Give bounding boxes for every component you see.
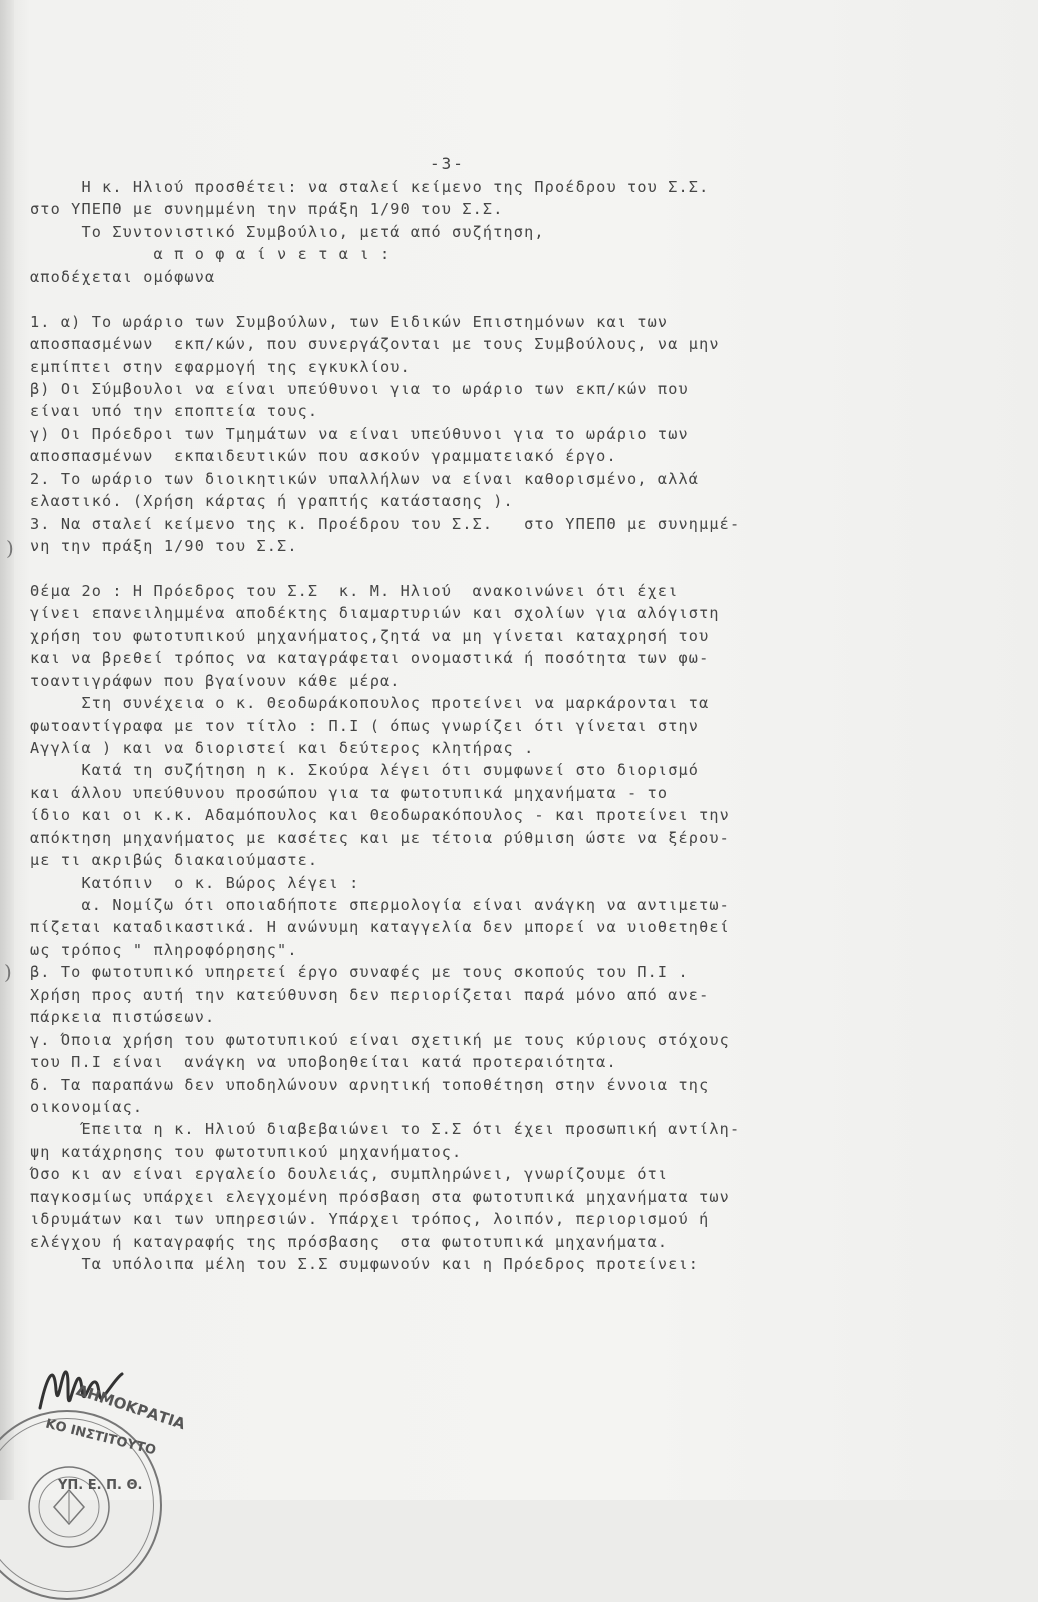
text-line: Κατόπιν ο κ. Βώρος λέγει : [30, 873, 360, 892]
text-line: χρήση του φωτοτυπικού μηχανήματος,ζητά να μη γίνεται καταχρησή του [30, 626, 710, 645]
text-line: 1. α) Το ωράριο των Συμβούλων, των Ειδικών Επιστημόνων και των [30, 312, 669, 331]
text-line: ψη κατάχρησης του φωτοτυπικού μηχανήματος. [30, 1142, 463, 1161]
text-line: Έπειτα η κ. Ηλιού διαβεβαιώνει το Σ.Σ ότι έχει προσωπική αντίλη- [30, 1120, 741, 1139]
text-line: γ) Οι Πρόεδροι των Τμημάτων να είναι υπεύθυνοι για το ωράριο των [30, 424, 689, 443]
text-line: Τα υπόλοιπα μέλη του Σ.Σ συμφωνούν και η Πρόεδρος προτείνει: [30, 1255, 700, 1273]
text-line: απόκτηση μηχανήματος με κασέτες και με τέτοια ρύθμιση ώστε να ξέρου- [30, 828, 730, 847]
text-line: δ. Τα παραπάνω δεν υποδηλώνουν αρνητική τοποθέτηση στην έννοια της [30, 1075, 710, 1094]
text-line: α π ο φ α ί ν ε τ α ι : [30, 245, 391, 264]
text-line: ελαστικό. (Χρήση κάρτας ή γραπτής κατάστασης ). [30, 492, 514, 511]
text-line: ως τρόπος " πληροφόρησης". [30, 940, 298, 959]
text-line: αποσπασμένων εκπαιδευτικών που ασκούν γραμματειακό έργο. [30, 447, 617, 466]
text-line: αποδέχεται ομόφωνα [30, 267, 216, 286]
text-line: Θέμα 2ο : Η Πρόεδρος του Σ.Σ κ. Μ. Ηλιού ανακοινώνει ότι έχει [30, 581, 679, 600]
text-line: γίνει επανειλημμένα αποδέκτης διαμαρτυριών και σχολίων για αλόγιστη [30, 604, 720, 623]
text-line: β) Οι Σύμβουλοι να είναι υπεύθυνοι για το ωράριο των εκπ/κών που [30, 379, 689, 398]
text-line: β. Το φωτοτυπικό υπηρετεί έργο συναφές με τους σκοπούς του Π.Ι . [30, 963, 689, 982]
text-line: ίδιο και οι κ.κ. Αδαμόπουλος και Θεοδωρακόπουλος - και προτείνει την [30, 806, 730, 825]
text-line: του Π.Ι είναι ανάγκη να υποβοηθείται κατά προτεραιότητα. [30, 1053, 617, 1072]
text-line: πίζεται καταδικαστικά. Η ανώνυμη καταγγελία δεν μπορεί να υιοθετηθεί [30, 918, 730, 937]
text-line: α. Νομίζω ότι οποιαδήποτε σπερμολογία είναι ανάγκη να αντιμετω- [30, 896, 730, 914]
text-line: είναι υπό την εποπτεία τους. [30, 402, 319, 421]
text-line: παγκοσμίως υπάρχει ελεγχομένη πρόσβαση στα φωτοτυπικά μηχανήματα των [30, 1187, 730, 1206]
page-edge-shadow [0, 0, 14, 1500]
text-line: 3. Να σταλεί κείμενο της κ. Προέδρου του Σ.Σ. στο ΥΠΕΠΘ με συνημμέ- [30, 514, 741, 533]
text-line: στο ΥΠΕΠΘ με συνημμένη την πράξη 1/90 του Σ.Σ. [30, 200, 504, 219]
text-line: Όσο κι αν είναι εργαλείο δουλειάς, συμπληρώνει, γνωρίζουμε ότι [30, 1165, 669, 1184]
text-line: Χρήση προς αυτή την κατεύθυνση δεν περιορίζεται παρά μόνο από ανε- [30, 985, 710, 1004]
text-line: εμπίπτει στην εφαρμογή της εγκυκλίου. [30, 357, 411, 376]
page-number: -3- [430, 154, 465, 173]
binding-hole-mark-2: ) [4, 960, 12, 984]
text-line: οικονομίας. [30, 1097, 144, 1116]
text-line: αποσπασμένων εκπ/κών, που συνεργάζονται με τους Συμβούλους, να μην [30, 335, 720, 354]
document-body [30, 176, 1020, 1275]
text-line: και να βρεθεί τρόπος να καταγράφεται ονομαστικά ή ποσότητα των φω- [30, 649, 710, 668]
blank-line [30, 288, 1020, 310]
text-line: Στη συνέχεια ο κ. Θεοδωράκοπουλος προτείνει να μαρκάρονται τα [30, 694, 710, 713]
text-line: και άλλου υπεύθυνου προσώπου για τα φωτοτυπικά μηχανήματα - το [30, 783, 669, 802]
blank-line [30, 557, 1020, 579]
text-line: πάρκεια πιστώσεων. [30, 1008, 216, 1027]
text-line: με τι ακριβώς διακαιούμαστε. [30, 851, 319, 870]
stamp-middle-text: ΚΟ ΙΝΣΤΙΤΟΥΤΟ [43, 1416, 158, 1459]
text-line: 2. Το ωράριο των διοικητικών υπαλλήλων να είναι καθορισμένο, αλλά [30, 469, 700, 488]
stamp-bottom-text: ΥΠ. Ε. Π. Θ. [58, 1478, 143, 1493]
text-line: Κατά τη συζήτηση η κ. Σκούρα λέγει ότι συμφωνεί στο διορισμό [30, 761, 700, 780]
binding-hole-mark-1: ) [6, 536, 14, 560]
text-line: γ. Όποια χρήση του φωτοτυπικού είναι σχετική με τους κύριους στόχους [30, 1030, 730, 1049]
text-line: Το Συντονιστικό Συμβούλιο, μετά από συζήτηση, [30, 222, 545, 241]
text-line: Η κ. Ηλιού προσθέτει: να σταλεί κείμενο της Προέδρου του Σ.Σ. [30, 178, 710, 196]
text-line: ιδρυμάτων και των υπηρεσιών. Υπάρχει τρόπος, λοιπόν, περιορισμού ή [30, 1210, 710, 1229]
text-line: νη την πράξη 1/90 του Σ.Σ. [30, 537, 298, 555]
text-line: Αγγλία ) και να διοριστεί και δεύτερος κλητήρας . [30, 738, 535, 757]
text-line: τοαντιγράφων που βγαίνουν κάθε μέρα. [30, 671, 401, 690]
text-line: φωτοαντίγραφα με τον τίτλο : Π.Ι ( όπως γνωρίζει ότι γίνεται στην [30, 716, 700, 735]
stamp-top-text: ΔΗΜΟΚΡΑΤΙΑ [73, 1380, 188, 1434]
text-line: ελέγχου ή καταγραφής της πρόσβασης στα φωτοτυπικά μηχανήματα. [30, 1232, 669, 1251]
